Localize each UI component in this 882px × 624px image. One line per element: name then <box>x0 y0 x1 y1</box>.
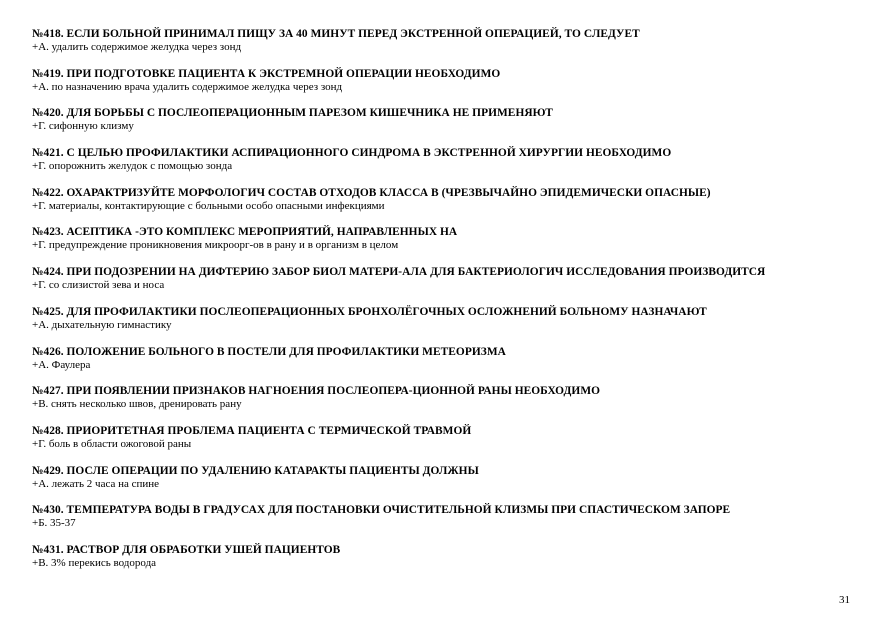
question-entry-419 <box>32 67 852 107</box>
question-entry-422 <box>32 186 852 226</box>
question-text: №419. ПРИ ПОДГОТОВКЕ ПАЦИЕНТА К ЭКСТРЕМНОЙ ОПЕРАЦИИ НЕОБХОДИМО <box>32 67 501 80</box>
question-text: №418. ЕСЛИ БОЛЬНОЙ ПРИНИМАЛ ПИЩУ ЗА 40 МИНУТ ПЕРЕД ЭКСТРЕННОЙ ОПЕРАЦИЕЙ, ТО СЛЕДУЕТ <box>32 28 640 40</box>
answer-text: +Г. боль в области ожоговой раны <box>32 437 192 450</box>
answer-text: +Г. сифонную клизму <box>32 120 134 133</box>
question-entry-429 <box>32 464 852 504</box>
question-text: №431. РАСТВОР ДЛЯ ОБРАБОТКИ УШЕЙ ПАЦИЕНТОВ <box>32 543 341 556</box>
question-text: №426. ПОЛОЖЕНИЕ БОЛЬНОГО В ПОСТЕЛИ ДЛЯ ПРОФИЛАКТИКИ МЕТЕОРИЗМА <box>32 345 506 358</box>
question-entry-420 <box>32 106 852 146</box>
question-text: №422. ОХАРАКТРИЗУЙТЕ МОРФОЛОГИЧ СОСТАВ ОТХОДОВ КЛАССА В (ЧРЕЗВЫЧАЙНО ЭПИДЕМИЧЕСКИ ОПАСНЫЕ) <box>32 186 711 199</box>
answer-text: +Б. 35-37 <box>32 517 76 530</box>
question-entry-431 <box>32 543 852 583</box>
question-text: №427. ПРИ ПОЯВЛЕНИИ ПРИЗНАКОВ НАГНОЕНИЯ ПОСЛЕОПЕРА-ЦИОННОЙ РАНЫ НЕОБХОДИМО <box>32 385 601 398</box>
answer-text: +Г. со слизистой зева и носа <box>32 279 165 292</box>
answer-text: +А. дыхательную гимнастику <box>32 318 172 331</box>
answer-text: +А. Фаулера <box>32 358 91 371</box>
answer-text: +А. удалить содержимое желудка через зонд <box>32 41 242 53</box>
question-entry-426 <box>32 345 852 385</box>
answer-text: +Г. предупреждение проникновения микроорг-ов в рану и в организм в целом <box>32 239 399 252</box>
answer-text: +Г. материалы, контактирующие с больными особо опасными инфекциями <box>32 199 385 212</box>
question-entry-425 <box>32 305 852 345</box>
question-entry-430 <box>32 503 852 543</box>
answer-text: +В. снять несколько швов, дренировать рану <box>32 398 242 411</box>
answer-text: +Г. опорожнить желудок с помощью зонда <box>32 160 233 173</box>
question-entry-427 <box>32 384 852 424</box>
question-entry-421 <box>32 146 852 186</box>
question-text: №428. ПРИОРИТЕТНАЯ ПРОБЛЕМА ПАЦИЕНТА С ТЕРМИЧЕСКОЙ ТРАВМОЙ <box>32 424 472 437</box>
document-page <box>32 27 852 583</box>
answer-text: +В. 3% перекись водорода <box>32 556 157 569</box>
answer-text: +А. по назначению врача удалить содержимое желудка через зонд <box>32 80 343 93</box>
page-number: 31 <box>839 594 850 606</box>
question-text: №423. АСЕПТИКА -ЭТО КОМПЛЕКС МЕРОПРИЯТИЙ, НАПРАВЛЕННЫХ НА <box>32 226 458 239</box>
question-entry-428 <box>32 424 852 464</box>
question-entry-424 <box>32 265 852 305</box>
question-text: №429. ПОСЛЕ ОПЕРАЦИИ ПО УДАЛЕНИЮ КАТАРАКТЫ ПАЦИЕНТЫ ДОЛЖНЫ <box>32 464 479 477</box>
question-text: №424. ПРИ ПОДОЗРЕНИИ НА ДИФТЕРИЮ ЗАБОР БИОЛ МАТЕРИ-АЛА ДЛЯ БАКТЕРИОЛОГИЧ ИССЛЕДОВАНИЯ ПРОИЗВОДИТСЯ <box>32 266 766 279</box>
question-text: №425. ДЛЯ ПРОФИЛАКТИКИ ПОСЛЕОПЕРАЦИОННЫХ БРОНХОЛЁГОЧНЫХ ОСЛОЖНЕНИЙ БОЛЬНОМУ НАЗНАЧАЮТ <box>32 305 707 318</box>
answer-text: +А. лежать 2 часа на спине <box>32 477 160 490</box>
question-entry-418 <box>32 27 852 67</box>
question-text: №420. ДЛЯ БОРЬБЫ С ПОСЛЕОПЕРАЦИОННЫМ ПАРЕЗОМ КИШЕЧНИКА НЕ ПРИМЕНЯЮТ <box>32 107 553 120</box>
question-text: №430. ТЕМПЕРАТУРА ВОДЫ В ГРАДУСАХ ДЛЯ ПОСТАНОВКИ ОЧИСТИТЕЛЬНОЙ КЛИЗМЫ ПРИ СПАСТИЧЕСКОМ ЗАПОРЕ <box>32 504 731 517</box>
question-entry-423 <box>32 225 852 265</box>
question-text: №421. С ЦЕЛЬЮ ПРОФИЛАКТИКИ АСПИРАЦИОННОГО СИНДРОМА В ЭКСТРЕННОЙ ХИРУРГИИ НЕОБХОДИМО <box>32 147 672 160</box>
